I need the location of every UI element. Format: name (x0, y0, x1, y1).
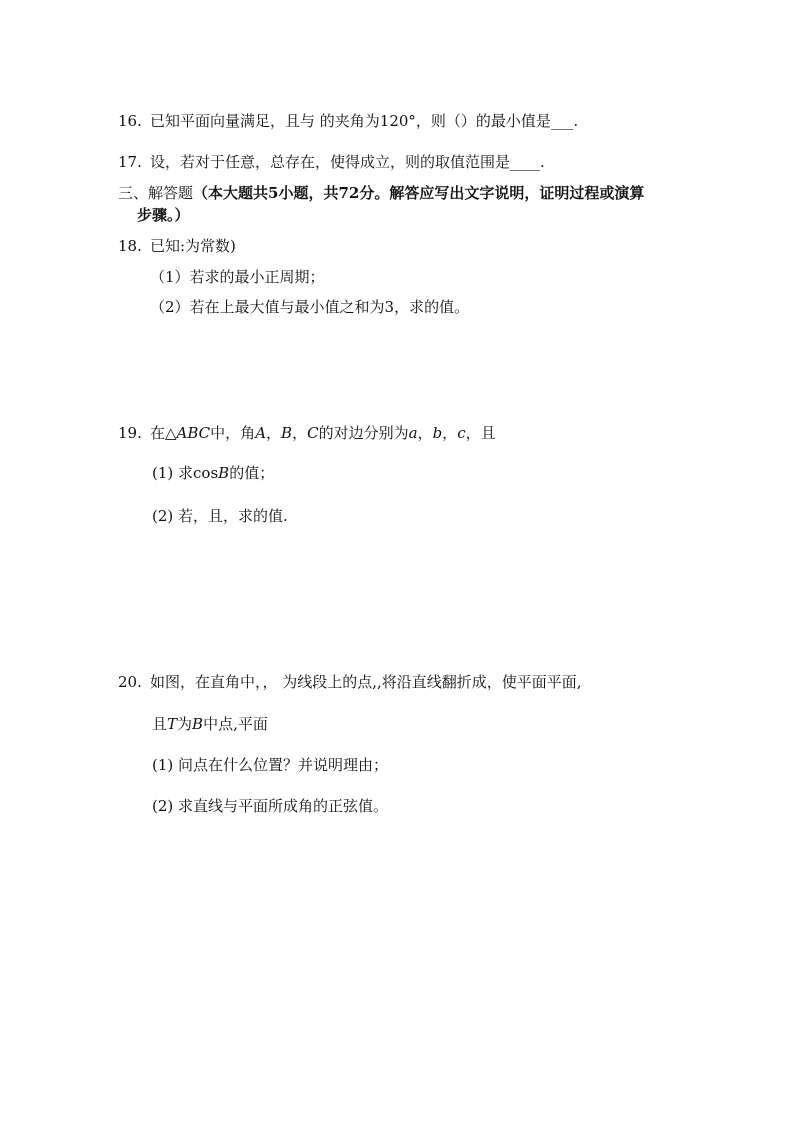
section-instructions: （本大题共5小题，共72分。解答应写出文字说明，证明过程或演算 (193, 184, 645, 202)
question-16 (118, 111, 578, 131)
angle-label: A (255, 424, 267, 442)
angle-label: C (307, 424, 319, 442)
question-text: 在△ (150, 424, 177, 442)
side-label: c (457, 424, 466, 442)
angle-label: B (218, 464, 230, 482)
side-label: a (408, 424, 418, 442)
section-instructions-end: 步骤。） (137, 206, 190, 224)
angle-label: B (281, 424, 293, 442)
part-text: (1) 求cos (152, 464, 219, 482)
question-19-part-1 (152, 463, 274, 483)
triangle-label: ABC (176, 424, 211, 442)
point-label: B (192, 715, 204, 733)
question-text: 如图，在直角中，， 为线段上的点,,将沿直线翻折成，使平面平面, (150, 673, 582, 691)
question-text: ，且 (465, 424, 496, 442)
question-number: 16. (118, 112, 142, 130)
punctuation: ， (417, 424, 433, 442)
question-18 (118, 236, 236, 256)
section-prefix: 三、解答题 (118, 184, 194, 202)
question-text: 且 (152, 715, 168, 733)
question-20-part-2 (152, 796, 388, 816)
question-19 (118, 423, 496, 443)
point-label: T (167, 715, 178, 733)
part-text: （1）若求的最小正周期； (150, 268, 325, 286)
question-text: 已知:为常数) (150, 237, 236, 255)
question-20-line-2 (152, 714, 268, 734)
question-text: 中，角 (210, 424, 256, 442)
section-heading-continued (137, 205, 190, 225)
question-text: 设，若对于任意，总存在，使得成立，则的取值范围是____. (150, 153, 545, 171)
part-text: （2）若在上最大值与最小值之和为3，求的值。 (150, 298, 470, 316)
part-text: (2) 求直线与平面所成角的正弦值。 (152, 797, 389, 815)
question-number: 17. (118, 153, 142, 171)
question-text: 为 (177, 715, 193, 733)
section-heading (118, 183, 644, 203)
question-18-part-1 (150, 267, 325, 287)
part-text: (2) 若，且，求的值. (152, 507, 288, 525)
question-19-part-2 (152, 506, 288, 526)
question-20-part-1 (152, 755, 388, 775)
question-text: 中点,平面 (203, 715, 268, 733)
punctuation: ， (292, 424, 308, 442)
question-17 (118, 152, 545, 172)
question-number: 18. (118, 237, 142, 255)
punctuation: ， (442, 424, 458, 442)
punctuation: ， (266, 424, 282, 442)
question-text: 的对边分别为 (318, 424, 409, 442)
question-18-part-2 (150, 297, 469, 317)
part-text: 的值； (229, 464, 275, 482)
side-label: b (432, 424, 443, 442)
question-text: 已知平面向量满足，且与 的夹角为120°，则（）的最小值是___. (150, 112, 579, 130)
question-number: 20. (118, 673, 142, 691)
question-20 (118, 672, 582, 692)
part-text: (1) 问点在什么位置？并说明理由； (152, 756, 389, 774)
question-number: 19. (118, 424, 142, 442)
